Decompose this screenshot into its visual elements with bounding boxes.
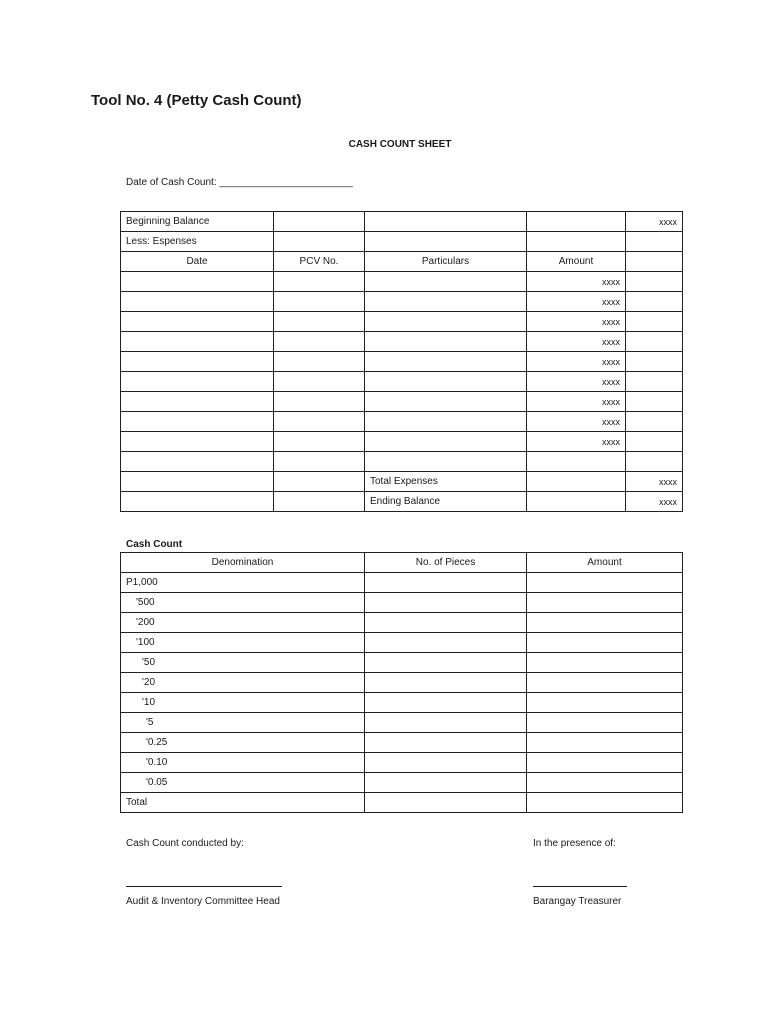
beginning-balance-label: Beginning Balance <box>121 212 274 232</box>
expense-amount-cell: xxxx <box>527 332 626 352</box>
left-signature-line <box>126 886 282 887</box>
denomination-row <box>121 613 683 633</box>
denomination-label: '10 <box>121 693 365 713</box>
denomination-label: '20 <box>121 673 365 693</box>
header-no-of-pieces: No. of Pieces <box>365 553 527 573</box>
denomination-row <box>121 673 683 693</box>
cash-count-table <box>120 552 683 813</box>
cash-count-section-label: Cash Count <box>126 539 183 550</box>
denomination-label: '0.05 <box>121 773 365 793</box>
expense-row <box>121 412 683 432</box>
denomination-row <box>121 733 683 753</box>
expense-row <box>121 372 683 392</box>
total-expenses-row <box>121 472 683 492</box>
expense-amount-cell: xxxx <box>527 312 626 332</box>
header-date: Date <box>121 252 274 272</box>
total-expenses-label: Total Expenses <box>365 472 527 492</box>
header-cc-amount: Amount <box>527 553 683 573</box>
denomination-row <box>121 713 683 733</box>
denomination-row <box>121 593 683 613</box>
cash-count-total-label: Total <box>121 793 365 813</box>
beginning-balance-row <box>121 212 683 232</box>
sheet-title: CASH COUNT SHEET <box>348 139 452 150</box>
expenses-table <box>120 211 683 512</box>
presence-label: In the presence of: <box>533 838 616 849</box>
expense-row <box>121 452 683 472</box>
right-signature-line <box>533 886 627 887</box>
expense-amount-cell: xxxx <box>527 392 626 412</box>
denomination-row <box>121 573 683 593</box>
less-expenses-label: Less: Espenses <box>121 232 274 252</box>
less-expenses-row <box>121 232 683 252</box>
right-signatory-title: Barangay Treasurer <box>533 896 622 907</box>
date-of-cash-count-field: Date of Cash Count: ________________________ <box>126 177 353 188</box>
page-title: Tool No. 4 (Petty Cash Count) <box>91 92 302 109</box>
expense-row <box>121 292 683 312</box>
expense-amount-cell: xxxx <box>527 432 626 452</box>
expense-amount-cell: xxxx <box>527 412 626 432</box>
denomination-label: '5 <box>121 713 365 733</box>
header-pcv-no: PCV No. <box>274 252 365 272</box>
denomination-label: '100 <box>121 633 365 653</box>
beginning-balance-value: xxxx <box>626 212 683 232</box>
expense-row <box>121 332 683 352</box>
expense-amount-cell: xxxx <box>527 372 626 392</box>
conducted-by-label: Cash Count conducted by: <box>126 838 244 849</box>
header-denomination: Denomination <box>121 553 365 573</box>
expense-amount-cell: xxxx <box>527 352 626 372</box>
ending-balance-value: xxxx <box>626 492 683 512</box>
expense-row <box>121 312 683 332</box>
expense-amount-cell <box>527 452 626 472</box>
cash-count-header-row <box>121 553 683 573</box>
denomination-label: '0.10 <box>121 753 365 773</box>
ending-balance-label: Ending Balance <box>365 492 527 512</box>
expenses-header-row <box>121 252 683 272</box>
denomination-row <box>121 693 683 713</box>
expense-amount-cell: xxxx <box>527 272 626 292</box>
expense-row <box>121 392 683 412</box>
denomination-row <box>121 773 683 793</box>
denomination-label: '500 <box>121 593 365 613</box>
denomination-row <box>121 633 683 653</box>
denomination-row <box>121 753 683 773</box>
denomination-row <box>121 653 683 673</box>
denomination-label: '200 <box>121 613 365 633</box>
expense-amount-cell: xxxx <box>527 292 626 312</box>
cash-count-total-row <box>121 793 683 813</box>
denomination-label: '0.25 <box>121 733 365 753</box>
ending-balance-row <box>121 492 683 512</box>
total-expenses-value: xxxx <box>626 472 683 492</box>
expense-row <box>121 352 683 372</box>
denomination-label: '50 <box>121 653 365 673</box>
expense-row <box>121 272 683 292</box>
denomination-label: P1,000 <box>121 573 365 593</box>
expense-row <box>121 432 683 452</box>
left-signatory-title: Audit & Inventory Committee Head <box>126 896 280 907</box>
header-particulars: Particulars <box>365 252 527 272</box>
header-amount: Amount <box>527 252 626 272</box>
